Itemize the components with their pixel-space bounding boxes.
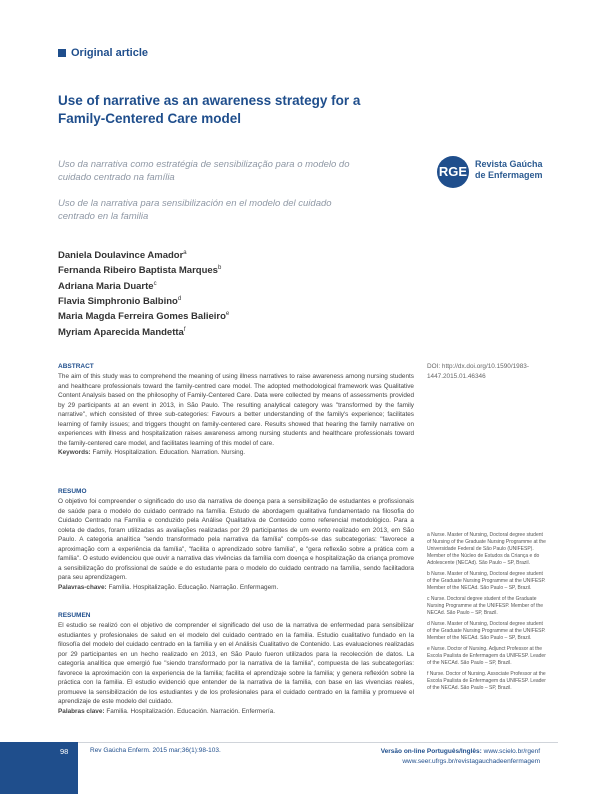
logo-line-2: de Enfermagem [475,170,543,180]
abstract-block [58,363,414,458]
author-2: Fernanda Ribeiro Baptista Marques$^b$ [58,265,222,277]
online-url-1[interactable]: www.scielo.br/rgenf [483,748,540,755]
section-label-text: Original article [71,47,149,59]
abstract-keywords: Keywords: Family. Hospitalization. Education. Narration. Nursing. [58,449,246,456]
section-label [58,47,148,59]
resumo-keywords: Palavras-chave: Família. Hospitalização. Educação. Narração. Enfermagem. [58,583,279,591]
author-5: Maria Magda Ferreira Gomes Balieiro$^e$ [58,311,230,323]
author-3: Adriana Maria Duarte$^c$ [58,280,157,292]
logo-line-1: Revista Gaúcha [475,159,543,169]
resumen-block [58,612,414,716]
page-number: 98 [60,747,69,756]
resumen-heading: RESUMEN [58,612,91,619]
resumo-text: O objetivo foi compreender o significado do uso da narrativa de doença para a sensibilização de estudantes e profissionais de saúde para o modelo do cuidado centrado na família. Estudo de abordagem qualitativa fundamentado na filosofia do Cuidado Centrado na Família e conduzido pela Análise Qualitativa de Conteúdo como referencial metodológico. Para a coleta de dados, foram utilizadas as avaliações realizadas por 29 participantes de um evento realizado em 2013, em São Paulo. A categoria analítica "sendo transformado pela narrativa da família" compôs-se das subcategorias: "favorece a aproximação com a experiência da família", "facilita o aprendizado sobre família", e "gera reflexão sobre a prática com a família". O estudo evidenciou que ouvir a narrativa das vivências da família com doença e hospitalização da criança promove a sensibilização do profissional de saúde e do estudante para o modelo do cuidado centrado na família, sendo facilitadora para seu aprendizagem. [58,498,414,581]
author-notes [427,532,547,696]
online-url-2[interactable]: www.seer.ufrgs.br/revistagauchadeenfermagem [402,758,540,765]
resumo-heading: RESUMO [58,488,87,495]
note-f: f Nurse. Doctor of Nursing. Associate Professor at the Escola Paulista de Enfermagem da UNIFESP. Leader of the NECAd. São Paulo – SP, Brazil. [427,671,546,691]
subtitle-portuguese: Uso da narrativa como estratégia de sensibilização para o modelo do cuidado centrado na família [58,159,350,183]
abstract-heading: ABSTRACT [58,363,94,370]
online-version [340,747,540,767]
note-e: e Nurse. Doctor of Nursing. Adjunct Professor at the Escola Paulista de Enfermagem da UNIFESP. Leader of the NECAd. São Paulo – SP, Brazil. [427,646,546,666]
journal-logo [437,156,557,190]
logo-text [475,159,565,181]
rge-logo-mark: RGE [437,156,469,188]
author-6: Myriam Aparecida Mandetta$^f$ [58,326,186,338]
article-title: Use of narrative as an awareness strategy for a Family-Centered Care model [58,93,361,126]
abstract-text: The aim of this study was to comprehend the meaning of using illness narratives to raise awareness among nursing students and healthcare professionals toward the family-centred care model. The adopted methodological framework was Qualitative Content Analysis based on the philosophy of Family-Centered Care. Data were collected by means of assessments provided by 29 participants at an event in 2013, in São Paulo. The resulting analytical category was "transformed by the family narrative", which consisted of three sub-categories: Favours a better understanding of the family's experience; facilitates learning of family issues; and triggers thought on family-centered care. Results showed that hearing the family narrative on experiences with illness and hospitalization raises awareness among nursing students and healthcare professionals toward the family-centered care model, and facilitates learning of this model of care. [58,373,414,447]
journal-citation: Rev Gaúcha Enferm. 2015 mar;36(1):98-103. [90,747,221,754]
note-d: d Nurse. Master of Nursing, Doctoral degree student of the Graduate Nursing Programme at the UNIFESP. Member of the NECAd. São Paulo – SP, Brazil. [427,621,546,641]
online-label: Versão on-line Português/Inglês: [380,748,482,755]
resumen-keywords: Palabras clave: Familia. Hospitalización. Educación. Narración. Enfermería. [58,707,276,715]
doi-link[interactable]: DOI: http://dx.doi.org/10.1590/1983-1447.2015.01.46346 [427,363,529,380]
footer-divider [58,742,558,743]
note-b: b Nurse. Master of Nursing, Doctoral degree student of the Graduate Nursing Programme at the UNIFESP. Member of the NECAd. São Paulo – SP, Brazil. [427,571,546,591]
note-a: a Nurse. Master of Nursing, Doctoral degree student of Nursing of the Graduate Nursing Programme at the Universidade Federal de São Paulo (UNIFESP). Member of the Núcleo de Estudos da Criança e do Adolescente (NECAd). São Paulo – SP, Brazil. [427,532,546,566]
section-square-icon [58,49,66,57]
resumo-block [58,488,414,592]
author-1: Daniela Doulavince Amador$^a$ [58,250,187,262]
note-c: c Nurse. Doctoral degree student of the Graduate Nursing Programme at the UNIFESP. Member of the NECAd. São Paulo – SP, Brazil. [427,596,544,616]
resumen-text: El estudio se realizó con el objetivo de comprender el significado del uso de la narrativa de enfermedad para sensibilizar estudiantes y profesionales de salud en el modelo del cuidado centrado en la familia. Estudio cualitativo fundado en la filosofía del modelo del cuidado centrado en la familia y en el Análisis Cualitativo de Contenido. Las evaluaciones realizadas por 29 participantes en un hecho realizado en 2013, en São Paulo fueron utilizados para la recolección de datos. La categoría analítica que emergió fue "siendo transformado por la narrativa de la familia", compuesta de las subcategorías: favorece la aproximación con la experiencia de la familia; facilita el aprendizaje sobre la familia; y genera reflexión sobre la práctica con la familia. El estudio evidenció que entender de la narrativa de la familia, con base en las vivencias reales, promueve la sensibilización de los estudiantes y de los profesionales para el cuidado centrado en la familia y promueve el aprendizaje de este modelo del cuidado. [58,622,414,705]
subtitle-spanish: Uso de la narrativa para sensibilización en el modelo del cuidado centrado en la familia [58,198,332,222]
author-list [58,247,358,339]
author-4: Flavia Simphronio Balbino$^d$ [58,296,182,308]
